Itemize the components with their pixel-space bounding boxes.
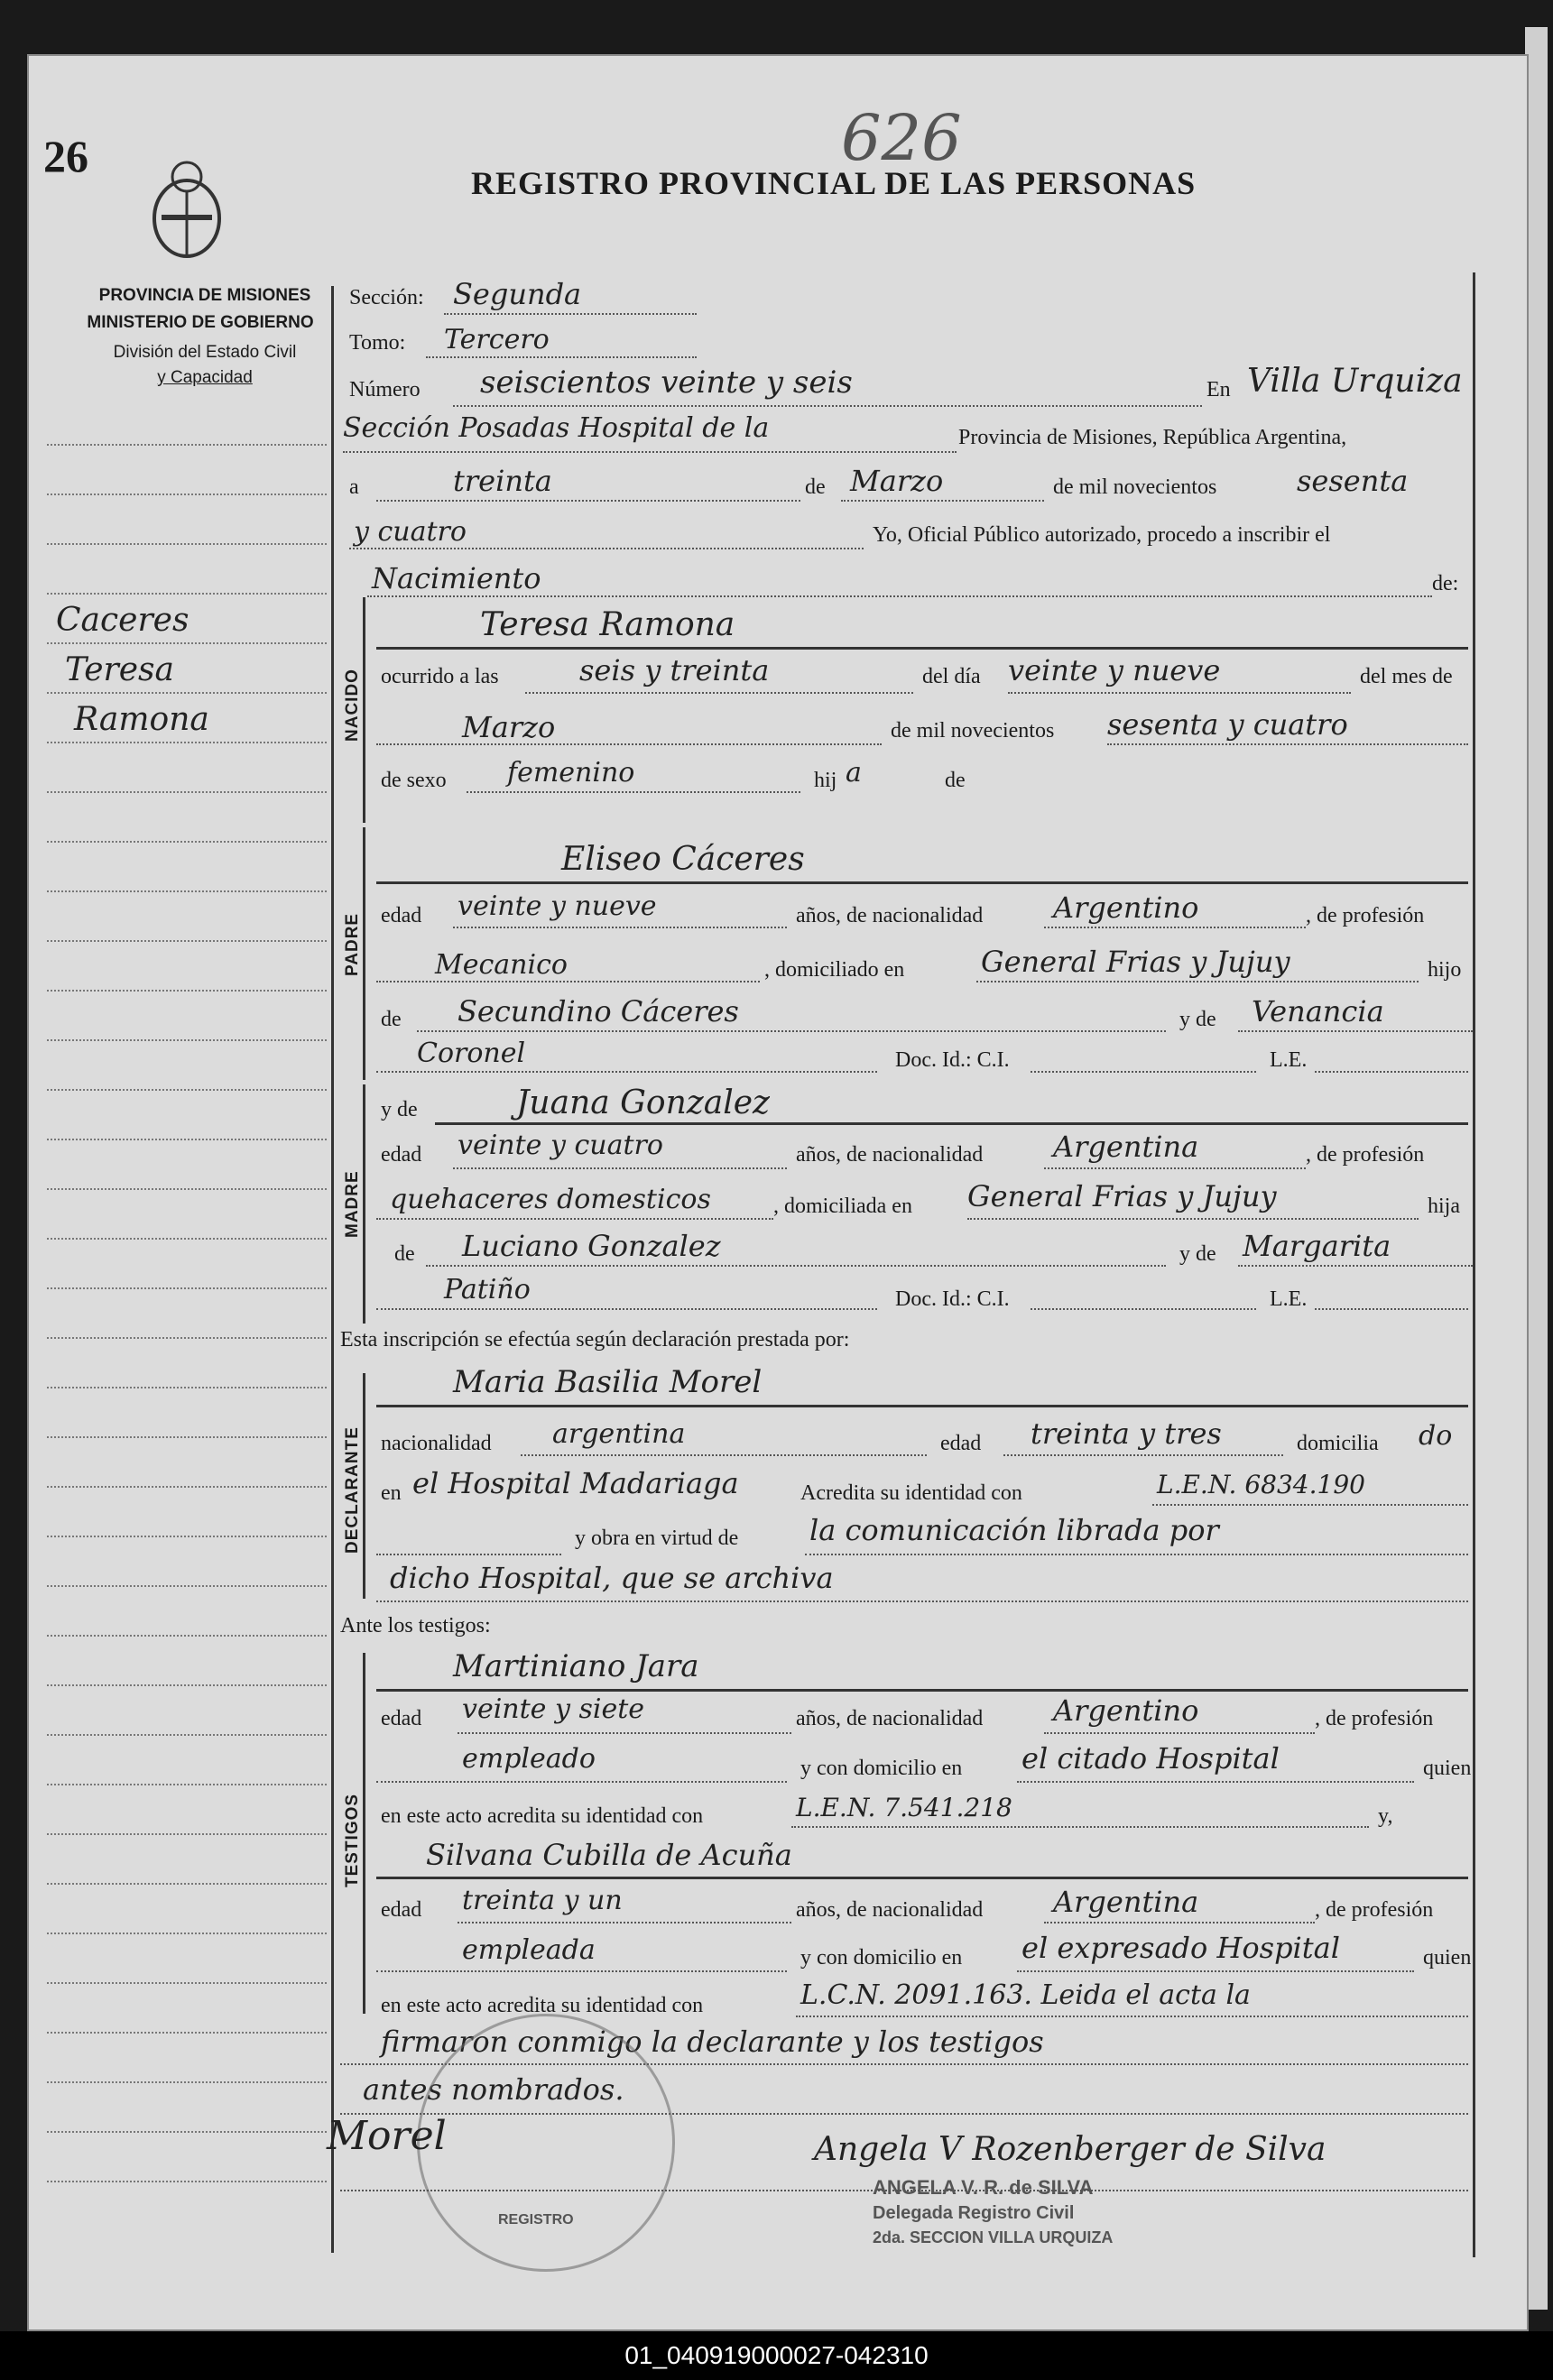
line-padre-madre-2 bbox=[376, 1071, 877, 1073]
value-hora: seis y treinta bbox=[579, 653, 770, 687]
value-decl-edad: treinta y tres bbox=[1031, 1416, 1222, 1451]
margin-rule bbox=[47, 494, 327, 495]
value-cierre-1: firmaron conmigo la declarante y los testigos bbox=[381, 2025, 1044, 2059]
value-decl-obra-2: dicho Hospital, que se archiva bbox=[390, 1561, 834, 1595]
value-t1-prof: empleado bbox=[462, 1743, 596, 1775]
line-padre-doc bbox=[1031, 1071, 1256, 1073]
side-testigos: TESTIGOS bbox=[343, 1793, 362, 1887]
value-madre: Juana Gonzalez bbox=[516, 1084, 771, 1121]
stamp-section: 2da. SECCION VILLA URQUIZA bbox=[873, 2228, 1114, 2246]
value-padre-padre: Secundino Cáceres bbox=[458, 994, 739, 1029]
value-t2-dom: el expresado Hospital bbox=[1021, 1931, 1340, 1965]
value-decl-nac: argentina bbox=[552, 1418, 686, 1450]
label-madre-nac: años, de nacionalidad bbox=[796, 1143, 984, 1167]
line-sexo bbox=[467, 791, 800, 793]
label-decl-en: en bbox=[381, 1481, 402, 1505]
division-label-2: y Capacidad bbox=[157, 368, 253, 387]
margin-rule bbox=[47, 1039, 327, 1041]
line-madre-doc bbox=[1031, 1308, 1256, 1310]
margin-name-1: Caceres bbox=[56, 602, 190, 639]
registry-seal bbox=[417, 2014, 675, 2272]
value-decl-doc: L.E.N. 6834.190 bbox=[1157, 1470, 1365, 1499]
value-t1-doc: L.E.N. 7.541.218 bbox=[796, 1793, 1012, 1822]
coat-of-arms-icon bbox=[142, 155, 232, 263]
label-padre-y-de: y de bbox=[1179, 1008, 1216, 1031]
label-yo: Yo, Oficial Público autorizado, procedo a inscribir el bbox=[873, 523, 1331, 547]
margin-rule bbox=[47, 1536, 327, 1537]
margin-rule bbox=[47, 2081, 327, 2083]
image-caption: 01_040919000027-042310 bbox=[0, 2331, 1553, 2380]
line-t1-doc bbox=[791, 1826, 1369, 1828]
margin-rule bbox=[47, 692, 327, 694]
value-t2-prof: empleada bbox=[462, 1934, 596, 1966]
margin-rule bbox=[47, 1387, 327, 1388]
margin-rule bbox=[47, 791, 327, 793]
label-hij: hij bbox=[814, 769, 837, 792]
label-padre-nac: años, de nacionalidad bbox=[796, 904, 984, 927]
line-decl-obra-2 bbox=[376, 1601, 1468, 1602]
label-t1-quien: quien bbox=[1423, 1757, 1472, 1780]
label-numero: Número bbox=[349, 378, 421, 401]
line-dia bbox=[376, 500, 800, 502]
label-t2-prof: , de profesión bbox=[1315, 1898, 1434, 1922]
margin-rule bbox=[47, 940, 327, 942]
line-t2-dom bbox=[1017, 1970, 1414, 1972]
line-padre-madre bbox=[1238, 1030, 1473, 1032]
value-padre-dom: General Frias y Jujuy bbox=[981, 945, 1290, 979]
label-de-hij: de bbox=[945, 769, 966, 792]
label-t1-nac: años, de nacionalidad bbox=[796, 1707, 984, 1730]
line-madre-madre bbox=[1238, 1265, 1473, 1267]
declarante-bar bbox=[363, 1373, 365, 1599]
margin-name-3: Ramona bbox=[74, 701, 209, 738]
value-seccion: Segunda bbox=[453, 277, 582, 311]
value-numero: seiscientos veinte y seis bbox=[480, 364, 853, 401]
label-inscripcion: Esta inscripción se efectúa según declaración prestada por: bbox=[340, 1328, 850, 1351]
label-t2-dom: y con domicilio en bbox=[800, 1946, 963, 1969]
label-madre-doc: Doc. Id.: C.I. bbox=[895, 1287, 1010, 1311]
label-acredita: Acredita su identidad con bbox=[800, 1481, 1022, 1505]
margin-rule bbox=[47, 1734, 327, 1736]
value-anio-1: sesenta bbox=[1297, 464, 1409, 498]
label-padre-prof: , de profesión bbox=[1306, 904, 1425, 927]
label-de-mil-2: de mil novecientos bbox=[891, 719, 1055, 743]
stamp-name: ANGELA V. R. de SILVA bbox=[873, 2176, 1094, 2199]
line-en-2 bbox=[343, 451, 957, 453]
ministry-label: MINISTERIO DE GOBIERNO bbox=[87, 313, 314, 332]
label-t1-edad: edad bbox=[381, 1707, 422, 1730]
margin-rule bbox=[47, 2181, 327, 2182]
signature-oficial: Angela V Rozenberger de Silva bbox=[814, 2131, 1327, 2168]
line-t2 bbox=[376, 1877, 1468, 1879]
side-declarante: DECLARANTE bbox=[343, 1426, 362, 1554]
line-t1-dom bbox=[1017, 1781, 1414, 1783]
line-padre bbox=[376, 881, 1468, 884]
margin-rule bbox=[47, 593, 327, 595]
label-provincia: Provincia de Misiones, República Argentina, bbox=[958, 426, 1347, 449]
label-a: a bbox=[349, 475, 359, 499]
value-decl-dom: el Hospital Madariaga bbox=[412, 1466, 739, 1500]
value-t1: Martiniano Jara bbox=[453, 1648, 699, 1684]
value-madre-dom: General Frias y Jujuy bbox=[967, 1179, 1277, 1213]
margin-rule bbox=[47, 543, 327, 545]
margin-rule bbox=[47, 2032, 327, 2034]
label-tomo: Tomo: bbox=[349, 331, 406, 355]
line-t1-edad bbox=[458, 1732, 791, 1734]
value-t2-doc: L.C.N. 2091.163. Leida el acta la bbox=[800, 1979, 1251, 2011]
value-tomo: Tercero bbox=[444, 324, 550, 355]
line-decl-doc bbox=[1152, 1504, 1468, 1506]
margin-rule bbox=[47, 1287, 327, 1289]
value-hij: a bbox=[846, 757, 862, 789]
label-decl-dom: domicilia bbox=[1297, 1432, 1379, 1455]
label-t2-quien: quien bbox=[1423, 1946, 1472, 1969]
value-madre-madre-2: Patiño bbox=[444, 1274, 531, 1305]
value-padre-madre-2: Coronel bbox=[417, 1038, 526, 1069]
label-hijo: hijo bbox=[1428, 958, 1462, 982]
line-acta bbox=[367, 595, 1432, 597]
margin-rule bbox=[47, 1883, 327, 1885]
margin-rule bbox=[47, 1238, 327, 1240]
line-padre-dom bbox=[976, 981, 1419, 982]
label-padre-dom: , domiciliado en bbox=[764, 958, 905, 982]
line-decl-obra bbox=[805, 1554, 1468, 1555]
value-t2-nac: Argentina bbox=[1053, 1885, 1199, 1919]
value-decl-obra: la comunicación librada por bbox=[809, 1513, 1219, 1547]
value-mes-nac: Marzo bbox=[462, 710, 556, 744]
line-madre-padre bbox=[426, 1265, 1166, 1267]
margin-rule bbox=[47, 1188, 327, 1190]
value-madre-prof: quehaceres domesticos bbox=[390, 1184, 711, 1215]
label-en: En bbox=[1206, 378, 1231, 401]
line-mes bbox=[841, 500, 1044, 502]
line-t1-prof bbox=[376, 1781, 787, 1783]
value-acta: Nacimiento bbox=[372, 561, 541, 595]
division-label: División del Estado Civil bbox=[113, 343, 297, 362]
line-padre-le bbox=[1315, 1071, 1468, 1073]
value-t1-dom: el citado Hospital bbox=[1021, 1741, 1280, 1776]
margin-divider bbox=[331, 286, 334, 2253]
margin-rule bbox=[47, 841, 327, 843]
value-t1-edad: veinte y siete bbox=[462, 1693, 645, 1725]
label-t1-acredita: en este acto acredita su identidad con bbox=[381, 1804, 704, 1828]
margin-rule bbox=[47, 1684, 327, 1686]
label-t1-dom: y con domicilio en bbox=[800, 1757, 963, 1780]
stamped-number: 626 bbox=[841, 101, 962, 175]
value-padre-nac: Argentino bbox=[1053, 890, 1199, 925]
value-en: Villa Urquiza bbox=[1247, 363, 1463, 400]
line-padre-prof bbox=[376, 981, 760, 982]
line-t1 bbox=[376, 1689, 1468, 1692]
label-madre-de: de bbox=[394, 1242, 415, 1266]
margin-rule bbox=[47, 1486, 327, 1488]
line-madre-nac bbox=[1044, 1167, 1306, 1169]
line-padre-nac bbox=[1044, 927, 1306, 928]
margin-rule bbox=[47, 1139, 327, 1140]
margin-rule bbox=[47, 1337, 327, 1339]
label-madre-le: L.E. bbox=[1270, 1287, 1308, 1311]
line-padre-edad bbox=[453, 927, 787, 928]
line-t2-prof bbox=[376, 1970, 787, 1972]
value-nombre: Teresa Ramona bbox=[480, 606, 735, 643]
label-madre-prof: , de profesión bbox=[1306, 1143, 1425, 1167]
margin-rule bbox=[47, 1833, 327, 1835]
label-madre-y-de: y de bbox=[381, 1098, 418, 1121]
document-page bbox=[27, 54, 1529, 2331]
label-ocurrido: ocurrido a las bbox=[381, 665, 499, 688]
margin-rule bbox=[47, 1089, 327, 1091]
margin-rule bbox=[47, 1933, 327, 1934]
line-t1-nac bbox=[1044, 1732, 1315, 1734]
margin-rule bbox=[47, 990, 327, 992]
line-madre-prof bbox=[376, 1218, 773, 1220]
line-t2-nac bbox=[1044, 1922, 1315, 1923]
line-madre-edad bbox=[453, 1167, 787, 1169]
label-sexo: de sexo bbox=[381, 769, 447, 792]
label-t2-acredita: en este acto acredita su identidad con bbox=[381, 1994, 704, 2017]
value-padre: Eliseo Cáceres bbox=[561, 841, 805, 878]
line-tomo bbox=[426, 356, 697, 358]
label-testigos: Ante los testigos: bbox=[340, 1614, 491, 1637]
line-madre-le bbox=[1315, 1308, 1468, 1310]
value-declarante: Maria Basilia Morel bbox=[453, 1364, 763, 1400]
province-label: PROVINCIA DE MISIONES bbox=[98, 286, 311, 305]
label-t2-edad: edad bbox=[381, 1898, 422, 1922]
label-padre-de: de bbox=[381, 1008, 402, 1031]
value-mes: Marzo bbox=[850, 464, 944, 498]
value-sexo: femenino bbox=[507, 757, 635, 789]
label-decl-nac: nacionalidad bbox=[381, 1432, 492, 1455]
line-dia-nac bbox=[1008, 692, 1351, 694]
line-madre-madre-2 bbox=[376, 1308, 877, 1310]
label-madre-y-de-2: y de bbox=[1179, 1242, 1216, 1266]
margin-rule bbox=[47, 2131, 327, 2133]
folio-number: 26 bbox=[43, 131, 88, 181]
label-madre-edad: edad bbox=[381, 1143, 422, 1167]
label-decl-edad: edad bbox=[940, 1432, 982, 1455]
label-de: de bbox=[805, 475, 826, 499]
side-nacido: NACIDO bbox=[343, 669, 362, 742]
line-madre-dom bbox=[967, 1218, 1419, 1220]
margin-rule bbox=[47, 1585, 327, 1587]
label-padre-le: L.E. bbox=[1270, 1048, 1308, 1072]
line-madre bbox=[435, 1122, 1468, 1125]
value-t2: Silvana Cubilla de Acuña bbox=[426, 1838, 792, 1872]
line-declarante bbox=[376, 1405, 1468, 1407]
label-padre-doc: Doc. Id.: C.I. bbox=[895, 1048, 1010, 1072]
side-padre: PADRE bbox=[343, 912, 362, 976]
margin-rule bbox=[47, 742, 327, 743]
value-madre-nac: Argentina bbox=[1053, 1130, 1199, 1164]
line-nombre bbox=[376, 647, 1468, 650]
label-padre-edad: edad bbox=[381, 904, 422, 927]
margin-rule bbox=[47, 1436, 327, 1438]
line-mes-nac bbox=[376, 743, 882, 745]
testigos-bar bbox=[363, 1653, 365, 2014]
value-madre-padre: Luciano Gonzalez bbox=[462, 1229, 721, 1263]
value-padre-madre: Venancia bbox=[1252, 994, 1384, 1029]
line-numero bbox=[453, 405, 1202, 407]
line-decl-nac bbox=[521, 1454, 927, 1456]
nacido-bar bbox=[363, 597, 365, 823]
line-hora bbox=[525, 692, 913, 694]
line-decl-blank bbox=[376, 1554, 561, 1555]
line-padre-padre bbox=[417, 1030, 1166, 1032]
line-t2-edad bbox=[458, 1922, 791, 1923]
value-en-2: Sección Posadas Hospital de la bbox=[343, 412, 770, 444]
value-decl-dom-suffix: do bbox=[1419, 1420, 1453, 1452]
label-del-mes: del mes de bbox=[1360, 665, 1453, 688]
margin-rule bbox=[47, 1635, 327, 1637]
margin-rule bbox=[47, 642, 327, 644]
value-cierre-2: antes nombrados. bbox=[363, 2072, 624, 2107]
value-t2-edad: treinta y un bbox=[462, 1885, 623, 1916]
label-t2-nac: años, de nacionalidad bbox=[796, 1898, 984, 1922]
label-obra: y obra en virtud de bbox=[575, 1527, 739, 1550]
line-t2-doc bbox=[796, 2016, 1468, 2017]
label-del-dia: del día bbox=[922, 665, 981, 688]
right-border bbox=[1473, 272, 1475, 2257]
line-seccion bbox=[444, 313, 697, 315]
margin-rule bbox=[47, 444, 327, 446]
margin-name-2: Teresa bbox=[65, 651, 174, 688]
label-y-comma: y, bbox=[1378, 1804, 1393, 1828]
line-anio-nac bbox=[1107, 743, 1468, 745]
madre-bar bbox=[363, 1084, 365, 1324]
signature-declarante: Morel bbox=[327, 2113, 447, 2159]
label-t1-prof: , de profesión bbox=[1315, 1707, 1434, 1730]
line-anio-2 bbox=[349, 548, 864, 549]
margin-rule bbox=[47, 1784, 327, 1785]
label-de-colon: de: bbox=[1432, 572, 1459, 595]
value-madre-edad: veinte y cuatro bbox=[458, 1130, 663, 1161]
margin-rule bbox=[47, 1982, 327, 1984]
stamp-role: Delegada Registro Civil bbox=[873, 2203, 1075, 2223]
label-de-mil: de mil novecientos bbox=[1053, 475, 1217, 499]
padre-bar bbox=[363, 827, 365, 1080]
page-title: REGISTRO PROVINCIAL DE LAS PERSONAS bbox=[471, 165, 1197, 201]
value-anio-2: y cuatro bbox=[354, 516, 467, 548]
value-t1-nac: Argentino bbox=[1053, 1693, 1199, 1728]
value-anio-nac: sesenta y cuatro bbox=[1107, 707, 1348, 742]
line-decl-edad bbox=[1003, 1454, 1283, 1456]
value-madre-madre: Margarita bbox=[1243, 1229, 1391, 1263]
value-dia-nac: veinte y nueve bbox=[1008, 653, 1221, 687]
margin-rule bbox=[47, 890, 327, 892]
value-padre-prof: Mecanico bbox=[435, 949, 568, 981]
label-seccion: Sección: bbox=[349, 286, 424, 309]
value-dia: treinta bbox=[453, 464, 552, 498]
value-padre-edad: veinte y nueve bbox=[458, 890, 657, 922]
side-madre: MADRE bbox=[343, 1170, 362, 1238]
label-madre-dom: , domiciliada en bbox=[773, 1195, 912, 1218]
label-hija: hija bbox=[1428, 1195, 1460, 1218]
seal-text: REGISTRO bbox=[498, 2212, 574, 2228]
